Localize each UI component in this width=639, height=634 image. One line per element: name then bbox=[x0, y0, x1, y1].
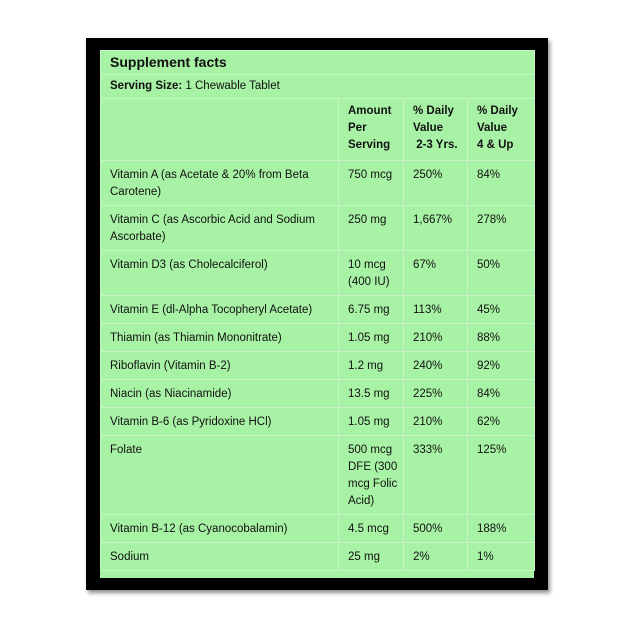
header-blank bbox=[101, 99, 339, 161]
header-amount bbox=[339, 99, 404, 161]
table-title: Supplement facts bbox=[101, 51, 535, 75]
amount-per-serving: 1.05 mg bbox=[339, 324, 404, 352]
nutrient-name: Vitamin B-6 (as Pyridoxine HCl) bbox=[101, 408, 339, 436]
header-dv-young-line: % Daily bbox=[413, 105, 454, 117]
daily-value-4-up: 88% bbox=[468, 324, 535, 352]
nutrient-name: Thiamin (as Thiamin Mononitrate) bbox=[101, 324, 339, 352]
daily-value-2-3-yrs: 113% bbox=[404, 296, 468, 324]
nutrient-name: Vitamin B-12 (as Cyanocobalamin) bbox=[101, 515, 339, 543]
header-dv-young-line: Value bbox=[413, 122, 444, 134]
daily-value-2-3-yrs: 225% bbox=[404, 380, 468, 408]
amount-per-serving: 250 mg bbox=[339, 206, 404, 251]
table-row bbox=[101, 352, 535, 380]
amount-per-serving: 4.5 mcg bbox=[339, 515, 404, 543]
header-dv-older bbox=[468, 99, 535, 161]
supplement-facts-panel bbox=[100, 50, 534, 578]
daily-value-2-3-yrs: 2% bbox=[404, 543, 468, 571]
serving-row bbox=[101, 75, 535, 99]
daily-value-4-up: 188% bbox=[468, 515, 535, 543]
table-row bbox=[101, 161, 535, 206]
table-row bbox=[101, 380, 535, 408]
daily-value-4-up: 1% bbox=[468, 543, 535, 571]
supplement-facts-table bbox=[100, 50, 535, 571]
header-dv-older-line: Value bbox=[477, 122, 508, 134]
serving-size-label: Serving Size: bbox=[110, 80, 183, 92]
header-dv-older-line: 4 & Up bbox=[477, 139, 514, 151]
header-amount-line: Serving bbox=[348, 139, 391, 151]
table-row bbox=[101, 296, 535, 324]
nutrient-name: Vitamin E (dl-Alpha Tocopheryl Acetate) bbox=[101, 296, 339, 324]
daily-value-2-3-yrs: 1,667% bbox=[404, 206, 468, 251]
daily-value-2-3-yrs: 210% bbox=[404, 324, 468, 352]
amount-per-serving: 750 mcg bbox=[339, 161, 404, 206]
nutrient-name: Folate bbox=[101, 436, 339, 515]
amount-per-serving: 25 mg bbox=[339, 543, 404, 571]
daily-value-2-3-yrs: 250% bbox=[404, 161, 468, 206]
header-amount-line: Per bbox=[348, 122, 367, 134]
nutrient-name: Vitamin D3 (as Cholecalciferol) bbox=[101, 251, 339, 296]
table-row bbox=[101, 543, 535, 571]
daily-value-4-up: 50% bbox=[468, 251, 535, 296]
table-row bbox=[101, 515, 535, 543]
daily-value-2-3-yrs: 500% bbox=[404, 515, 468, 543]
table-row bbox=[101, 436, 535, 515]
nutrient-name: Vitamin C (as Ascorbic Acid and Sodium Ascorbate) bbox=[101, 206, 339, 251]
daily-value-4-up: 92% bbox=[468, 352, 535, 380]
table-row bbox=[101, 206, 535, 251]
serving-size bbox=[101, 75, 535, 99]
header-dv-young-line: 2-3 Yrs. bbox=[413, 139, 458, 151]
daily-value-2-3-yrs: 333% bbox=[404, 436, 468, 515]
nutrient-name: Vitamin A (as Acetate & 20% from Beta Carotene) bbox=[101, 161, 339, 206]
daily-value-4-up: 278% bbox=[468, 206, 535, 251]
daily-value-4-up: 62% bbox=[468, 408, 535, 436]
daily-value-4-up: 84% bbox=[468, 380, 535, 408]
daily-value-2-3-yrs: 210% bbox=[404, 408, 468, 436]
nutrient-name: Sodium bbox=[101, 543, 339, 571]
amount-per-serving: 1.2 mg bbox=[339, 352, 404, 380]
nutrient-name: Niacin (as Niacinamide) bbox=[101, 380, 339, 408]
title-row bbox=[101, 51, 535, 75]
table-row bbox=[101, 324, 535, 352]
amount-per-serving: 10 mcg (400 IU) bbox=[339, 251, 404, 296]
header-amount-line: Amount bbox=[348, 105, 392, 117]
amount-per-serving: 1.05 mg bbox=[339, 408, 404, 436]
daily-value-2-3-yrs: 240% bbox=[404, 352, 468, 380]
serving-size-value: 1 Chewable Tablet bbox=[182, 80, 280, 92]
table-row bbox=[101, 251, 535, 296]
amount-per-serving: 500 mcg DFE (300 mcg Folic Acid) bbox=[339, 436, 404, 515]
header-row bbox=[101, 99, 535, 161]
amount-per-serving: 13.5 mg bbox=[339, 380, 404, 408]
header-dv-older-line: % Daily bbox=[477, 105, 518, 117]
daily-value-4-up: 84% bbox=[468, 161, 535, 206]
daily-value-4-up: 45% bbox=[468, 296, 535, 324]
nutrient-name: Riboflavin (Vitamin B-2) bbox=[101, 352, 339, 380]
daily-value-2-3-yrs: 67% bbox=[404, 251, 468, 296]
daily-value-4-up: 125% bbox=[468, 436, 535, 515]
header-dv-young bbox=[404, 99, 468, 161]
table-row bbox=[101, 408, 535, 436]
amount-per-serving: 6.75 mg bbox=[339, 296, 404, 324]
